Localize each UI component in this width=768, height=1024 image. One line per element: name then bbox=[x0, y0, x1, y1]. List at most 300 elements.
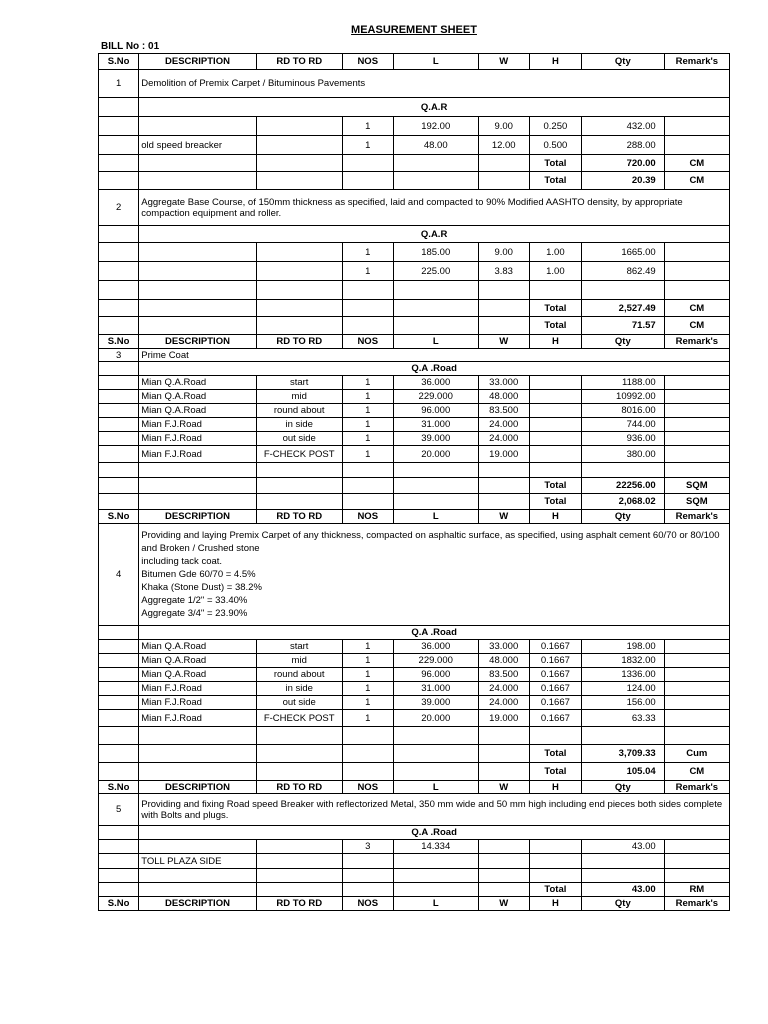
column-header: NOS bbox=[342, 781, 393, 794]
table-cell bbox=[256, 763, 342, 781]
total-row bbox=[99, 883, 730, 897]
item-number: 1 bbox=[99, 70, 139, 98]
table-cell bbox=[139, 840, 256, 854]
table-cell: 1 bbox=[342, 262, 393, 281]
header-row bbox=[99, 510, 730, 524]
table-cell bbox=[99, 390, 139, 404]
column-header: Qty bbox=[581, 335, 664, 349]
bill-number: BILL No : 01 bbox=[101, 41, 160, 52]
column-header: RD TO RD bbox=[256, 897, 342, 911]
table-cell: 48.000 bbox=[478, 654, 529, 668]
table-cell: Mian Q.A.Road bbox=[139, 376, 256, 390]
table-cell: old speed breacker bbox=[139, 136, 256, 155]
table-cell: mid bbox=[256, 654, 342, 668]
table-cell bbox=[99, 404, 139, 418]
table-row bbox=[99, 640, 730, 654]
table-cell bbox=[256, 478, 342, 494]
table-cell bbox=[99, 668, 139, 682]
table-cell: 1336.00 bbox=[581, 668, 664, 682]
table-cell bbox=[256, 854, 342, 869]
table-row bbox=[99, 446, 730, 463]
table-cell bbox=[581, 281, 664, 300]
total-label: Total bbox=[529, 745, 581, 763]
column-header: W bbox=[478, 781, 529, 794]
table-cell bbox=[342, 494, 393, 510]
table-cell: 1665.00 bbox=[581, 243, 664, 262]
column-header: H bbox=[529, 335, 581, 349]
item-number: 5 bbox=[99, 794, 139, 826]
table-cell bbox=[99, 418, 139, 432]
table-cell bbox=[393, 854, 478, 869]
table-cell: 0.1667 bbox=[529, 668, 581, 682]
table-cell bbox=[256, 117, 342, 136]
table-row bbox=[99, 668, 730, 682]
column-header: RD TO RD bbox=[256, 781, 342, 794]
table-cell: Mian F.J.Road bbox=[139, 446, 256, 463]
table-cell: 432.00 bbox=[581, 117, 664, 136]
table-cell bbox=[256, 883, 342, 897]
table-cell bbox=[393, 763, 478, 781]
table-row bbox=[99, 432, 730, 446]
item-number: 3 bbox=[99, 349, 139, 362]
table-cell bbox=[529, 390, 581, 404]
empty-row bbox=[99, 727, 730, 745]
section-row bbox=[99, 826, 730, 840]
table-cell: 12.00 bbox=[478, 136, 529, 155]
item-number: 4 bbox=[99, 524, 139, 626]
table-cell bbox=[664, 710, 729, 727]
total-row bbox=[99, 300, 730, 317]
table-cell bbox=[529, 463, 581, 478]
table-cell: 96.000 bbox=[393, 668, 478, 682]
table-cell: 96.000 bbox=[393, 404, 478, 418]
table-cell bbox=[99, 883, 139, 897]
description-line: Aggregate 3/4" = 23.90% bbox=[141, 608, 248, 619]
header-row bbox=[99, 335, 730, 349]
total-unit: SQM bbox=[664, 494, 729, 510]
table-cell: 0.1667 bbox=[529, 640, 581, 654]
table-cell bbox=[393, 317, 478, 335]
total-unit: Cum bbox=[664, 745, 729, 763]
table-cell bbox=[664, 727, 729, 745]
column-header: DESCRIPTION bbox=[139, 897, 256, 911]
table-cell bbox=[529, 281, 581, 300]
table-cell bbox=[99, 745, 139, 763]
table-cell: 0.1667 bbox=[529, 696, 581, 710]
section-row bbox=[99, 98, 730, 117]
table-cell: Mian Q.A.Road bbox=[139, 668, 256, 682]
column-header: H bbox=[529, 897, 581, 911]
table-cell bbox=[664, 117, 729, 136]
table-cell bbox=[139, 300, 256, 317]
table-cell: 862.49 bbox=[581, 262, 664, 281]
table-cell bbox=[664, 390, 729, 404]
table-cell bbox=[256, 243, 342, 262]
table-cell bbox=[99, 626, 139, 640]
table-cell bbox=[256, 494, 342, 510]
table-cell bbox=[99, 362, 139, 376]
total-label: Total bbox=[529, 300, 581, 317]
header-row bbox=[99, 781, 730, 794]
table-cell bbox=[139, 883, 256, 897]
total-label: Total bbox=[529, 478, 581, 494]
table-cell bbox=[529, 727, 581, 745]
table-cell bbox=[664, 869, 729, 883]
header-row bbox=[99, 54, 730, 70]
column-header: Remark's bbox=[664, 897, 729, 911]
column-header: H bbox=[529, 510, 581, 524]
table-cell bbox=[581, 463, 664, 478]
total-row bbox=[99, 155, 730, 172]
table-cell bbox=[256, 745, 342, 763]
item-description: Aggregate Base Course, of 150mm thickness as specified, laid and compacted to 90% Modified AASHTO density, by appropriate compaction equipment and roller. bbox=[139, 190, 730, 226]
table-row bbox=[99, 136, 730, 155]
table-cell: 19.000 bbox=[478, 710, 529, 727]
section-row bbox=[99, 626, 730, 640]
item-description-row bbox=[99, 794, 730, 826]
table-cell bbox=[139, 281, 256, 300]
table-cell bbox=[99, 432, 139, 446]
table-cell bbox=[139, 494, 256, 510]
table-cell: Mian Q.A.Road bbox=[139, 654, 256, 668]
table-cell: out side bbox=[256, 432, 342, 446]
table-cell bbox=[99, 640, 139, 654]
table-cell bbox=[478, 869, 529, 883]
table-cell bbox=[393, 869, 478, 883]
item-description: Prime Coat bbox=[139, 349, 730, 362]
table-cell: 198.00 bbox=[581, 640, 664, 654]
table-cell bbox=[99, 117, 139, 136]
table-cell: 1 bbox=[342, 446, 393, 463]
table-cell bbox=[99, 463, 139, 478]
item-number: 2 bbox=[99, 190, 139, 226]
table-cell: 124.00 bbox=[581, 682, 664, 696]
total-row bbox=[99, 494, 730, 510]
table-cell: 192.00 bbox=[393, 117, 478, 136]
table-cell bbox=[393, 155, 478, 172]
table-cell bbox=[393, 883, 478, 897]
table-cell bbox=[529, 840, 581, 854]
table-cell bbox=[342, 478, 393, 494]
table-cell bbox=[478, 494, 529, 510]
table-cell bbox=[256, 300, 342, 317]
table-cell: 1 bbox=[342, 682, 393, 696]
table-cell bbox=[393, 727, 478, 745]
total-row bbox=[99, 478, 730, 494]
total-qty: 71.57 bbox=[581, 317, 664, 335]
empty-row bbox=[99, 869, 730, 883]
table-cell bbox=[529, 854, 581, 869]
table-cell bbox=[478, 727, 529, 745]
total-unit: RM bbox=[664, 883, 729, 897]
table-cell bbox=[99, 478, 139, 494]
total-qty: 43.00 bbox=[581, 883, 664, 897]
table-cell: 31.000 bbox=[393, 418, 478, 432]
table-cell: 9.00 bbox=[478, 117, 529, 136]
table-cell: Mian F.J.Road bbox=[139, 710, 256, 727]
total-unit: CM bbox=[664, 300, 729, 317]
table-cell bbox=[256, 463, 342, 478]
table-cell bbox=[664, 640, 729, 654]
table-cell bbox=[139, 243, 256, 262]
column-header: W bbox=[478, 897, 529, 911]
table-cell bbox=[139, 745, 256, 763]
description-line: Providing and laying Premix Carpet of any thickness, compacted on asphaltic surface, as specified, using asphalt cement 60/70 or 80/100 and Broken / Crushed stone bbox=[141, 530, 720, 554]
table-cell: Mian Q.A.Road bbox=[139, 404, 256, 418]
description-line: Bitumen Gde 60/70 = 4.5% bbox=[141, 569, 256, 580]
table-cell: TOLL PLAZA SIDE bbox=[139, 854, 256, 869]
table-cell: 1 bbox=[342, 654, 393, 668]
table-cell bbox=[99, 840, 139, 854]
table-cell: Mian F.J.Road bbox=[139, 432, 256, 446]
table-cell bbox=[99, 226, 139, 243]
table-cell: 20.000 bbox=[393, 710, 478, 727]
table-cell bbox=[581, 727, 664, 745]
table-cell: 0.1667 bbox=[529, 654, 581, 668]
total-unit: CM bbox=[664, 317, 729, 335]
table-cell bbox=[478, 300, 529, 317]
table-cell: 0.250 bbox=[529, 117, 581, 136]
table-cell: 36.000 bbox=[393, 640, 478, 654]
table-row bbox=[99, 654, 730, 668]
total-qty: 2,068.02 bbox=[581, 494, 664, 510]
table-cell: 33.000 bbox=[478, 640, 529, 654]
table-cell: 39.000 bbox=[393, 432, 478, 446]
item-description-row bbox=[99, 70, 730, 98]
table-cell bbox=[529, 376, 581, 390]
table-cell bbox=[99, 243, 139, 262]
table-cell bbox=[478, 155, 529, 172]
table-cell: start bbox=[256, 376, 342, 390]
table-cell: Mian Q.A.Road bbox=[139, 640, 256, 654]
section-row bbox=[99, 362, 730, 376]
table-cell bbox=[139, 463, 256, 478]
header-row bbox=[99, 897, 730, 911]
table-cell bbox=[99, 869, 139, 883]
table-cell bbox=[139, 869, 256, 883]
table-cell bbox=[664, 654, 729, 668]
column-header: NOS bbox=[342, 54, 393, 70]
table-cell: 48.000 bbox=[478, 390, 529, 404]
table-cell bbox=[99, 136, 139, 155]
table-cell: in side bbox=[256, 418, 342, 432]
total-qty: 3,709.33 bbox=[581, 745, 664, 763]
column-header: L bbox=[393, 897, 478, 911]
table-row bbox=[99, 117, 730, 136]
total-qty: 20.39 bbox=[581, 172, 664, 190]
column-header: S.No bbox=[99, 54, 139, 70]
table-cell: 10992.00 bbox=[581, 390, 664, 404]
column-header: W bbox=[478, 54, 529, 70]
table-cell bbox=[99, 763, 139, 781]
section-row bbox=[99, 226, 730, 243]
column-header: S.No bbox=[99, 897, 139, 911]
table-row bbox=[99, 243, 730, 262]
table-cell: F-CHECK POST bbox=[256, 710, 342, 727]
column-header: W bbox=[478, 335, 529, 349]
table-cell: 83.500 bbox=[478, 668, 529, 682]
table-cell bbox=[664, 446, 729, 463]
table-cell bbox=[478, 317, 529, 335]
total-label: Total bbox=[529, 172, 581, 190]
table-cell: 0.1667 bbox=[529, 682, 581, 696]
table-cell bbox=[256, 727, 342, 745]
table-cell bbox=[478, 172, 529, 190]
table-cell bbox=[256, 155, 342, 172]
table-cell bbox=[99, 98, 139, 117]
table-cell bbox=[256, 840, 342, 854]
table-cell bbox=[393, 463, 478, 478]
table-cell bbox=[342, 281, 393, 300]
table-cell bbox=[529, 446, 581, 463]
table-cell bbox=[342, 869, 393, 883]
table-cell: 39.000 bbox=[393, 696, 478, 710]
table-cell: start bbox=[256, 640, 342, 654]
table-cell bbox=[99, 854, 139, 869]
table-cell bbox=[393, 172, 478, 190]
total-qty: 2,527.49 bbox=[581, 300, 664, 317]
table-cell bbox=[139, 262, 256, 281]
table-cell bbox=[581, 869, 664, 883]
table-cell: 1 bbox=[342, 432, 393, 446]
table-cell: 1 bbox=[342, 640, 393, 654]
table-cell: 936.00 bbox=[581, 432, 664, 446]
table-cell: 43.00 bbox=[581, 840, 664, 854]
table-cell bbox=[139, 172, 256, 190]
table-cell: F-CHECK POST bbox=[256, 446, 342, 463]
table-cell bbox=[581, 854, 664, 869]
table-cell bbox=[256, 869, 342, 883]
column-header: RD TO RD bbox=[256, 335, 342, 349]
column-header: NOS bbox=[342, 335, 393, 349]
total-label: Total bbox=[529, 883, 581, 897]
item-description: Providing and fixing Road speed Breaker with reflectorized Metal, 350 mm wide and 50 mm high including end pieces both sides complete with Bolts and plugs. bbox=[139, 794, 730, 826]
table-cell: 0.500 bbox=[529, 136, 581, 155]
table-cell bbox=[478, 478, 529, 494]
column-header: DESCRIPTION bbox=[139, 335, 256, 349]
table-cell bbox=[664, 463, 729, 478]
description-line: Khaka (Stone Dust) = 38.2% bbox=[141, 582, 262, 593]
table-cell: out side bbox=[256, 696, 342, 710]
column-header: Remark's bbox=[664, 510, 729, 524]
description-line: including tack coat. bbox=[141, 556, 223, 567]
column-header: Qty bbox=[581, 54, 664, 70]
table-cell bbox=[99, 281, 139, 300]
table-cell bbox=[99, 376, 139, 390]
table-cell bbox=[664, 281, 729, 300]
table-cell bbox=[478, 883, 529, 897]
table-cell: 744.00 bbox=[581, 418, 664, 432]
table-row bbox=[99, 696, 730, 710]
table-row bbox=[99, 710, 730, 727]
column-header: DESCRIPTION bbox=[139, 54, 256, 70]
measurement-table bbox=[98, 53, 730, 911]
table-cell bbox=[664, 376, 729, 390]
table-cell: 1 bbox=[342, 668, 393, 682]
table-cell: 1 bbox=[342, 376, 393, 390]
table-cell bbox=[256, 317, 342, 335]
item-description-row bbox=[99, 349, 730, 362]
total-qty: 105.04 bbox=[581, 763, 664, 781]
column-header: DESCRIPTION bbox=[139, 510, 256, 524]
table-cell: Mian F.J.Road bbox=[139, 682, 256, 696]
table-cell: 229.000 bbox=[393, 390, 478, 404]
table-cell: 3 bbox=[342, 840, 393, 854]
table-cell bbox=[139, 117, 256, 136]
column-header: DESCRIPTION bbox=[139, 781, 256, 794]
table-cell bbox=[393, 494, 478, 510]
column-header: L bbox=[393, 335, 478, 349]
table-cell bbox=[256, 172, 342, 190]
table-cell: 24.000 bbox=[478, 418, 529, 432]
table-cell: 20.000 bbox=[393, 446, 478, 463]
table-cell: 1.00 bbox=[529, 262, 581, 281]
table-cell: round about bbox=[256, 404, 342, 418]
table-cell bbox=[393, 300, 478, 317]
table-cell bbox=[139, 155, 256, 172]
table-cell: 24.000 bbox=[478, 696, 529, 710]
column-header: RD TO RD bbox=[256, 54, 342, 70]
table-cell: 225.00 bbox=[393, 262, 478, 281]
sheet-title: MEASUREMENT SHEET bbox=[351, 24, 477, 36]
table-cell: in side bbox=[256, 682, 342, 696]
empty-row bbox=[99, 281, 730, 300]
section-label: Q.A .Road bbox=[139, 626, 730, 640]
table-cell bbox=[342, 172, 393, 190]
table-cell bbox=[664, 854, 729, 869]
column-header: Qty bbox=[581, 897, 664, 911]
table-cell: 1.00 bbox=[529, 243, 581, 262]
table-cell: 24.000 bbox=[478, 432, 529, 446]
table-cell bbox=[529, 418, 581, 432]
table-cell bbox=[256, 136, 342, 155]
table-cell: 1 bbox=[342, 710, 393, 727]
table-cell: 185.00 bbox=[393, 243, 478, 262]
table-cell: 8016.00 bbox=[581, 404, 664, 418]
table-cell: 3.83 bbox=[478, 262, 529, 281]
table-cell bbox=[99, 300, 139, 317]
table-cell bbox=[99, 172, 139, 190]
total-row bbox=[99, 172, 730, 190]
table-cell bbox=[342, 727, 393, 745]
total-label: Total bbox=[529, 317, 581, 335]
table-cell: Mian F.J.Road bbox=[139, 418, 256, 432]
table-cell: 288.00 bbox=[581, 136, 664, 155]
table-cell bbox=[342, 155, 393, 172]
table-cell: 1 bbox=[342, 243, 393, 262]
table-cell: 1 bbox=[342, 136, 393, 155]
table-cell bbox=[478, 763, 529, 781]
column-header: Qty bbox=[581, 781, 664, 794]
column-header: S.No bbox=[99, 781, 139, 794]
total-row bbox=[99, 763, 730, 781]
table-cell bbox=[99, 682, 139, 696]
column-header: Remark's bbox=[664, 54, 729, 70]
column-header: Qty bbox=[581, 510, 664, 524]
table-cell bbox=[139, 727, 256, 745]
table-cell bbox=[664, 668, 729, 682]
table-cell bbox=[478, 463, 529, 478]
table-cell bbox=[99, 446, 139, 463]
table-cell bbox=[529, 869, 581, 883]
column-header: H bbox=[529, 781, 581, 794]
table-cell bbox=[529, 404, 581, 418]
table-cell bbox=[664, 432, 729, 446]
total-label: Total bbox=[529, 155, 581, 172]
column-header: NOS bbox=[342, 897, 393, 911]
table-cell bbox=[664, 136, 729, 155]
table-cell: 83.500 bbox=[478, 404, 529, 418]
